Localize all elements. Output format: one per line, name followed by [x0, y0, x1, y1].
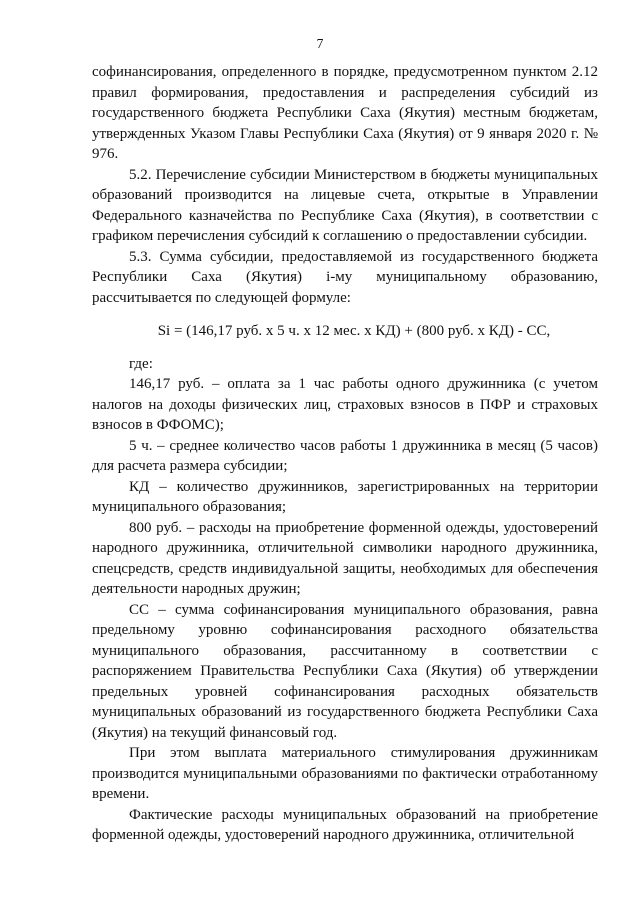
paragraph-5-3: 5.3. Сумма субсидии, предоставляемой из государственного бюджета Республики Саха (Якутия) i-му муниципальному образованию, рассчитывается по следующей формуле:: [92, 248, 598, 306]
subsidy-formula: Si = (146,17 руб. х 5 ч. х 12 мес. х КД) + (800 руб. х КД) - СС,: [157, 323, 551, 339]
definition-kd: КД – количество дружинников, зарегистрированных на территории муниципального образования;: [92, 478, 598, 515]
document-body: [92, 62, 598, 846]
paragraph-payment-note: При этом выплата материального стимулирования дружинникам производится муниципальными образованиями по фактически отработанному времени.: [92, 745, 598, 802]
paragraph-cofinancing-continuation: софинансирования, определенного в порядке, предусмотренном пунктом 2.12 правил формирования, предоставления и распределения субсидий из государственного бюджета Республики Саха (Якутия) местным бюджетам, утвержденных Указом Главы Республики Саха (Якутия) от 9 января 2020 г. № 976.: [92, 64, 598, 162]
paragraph-5-2: 5.2. Перечисление субсидии Министерством в бюджеты муниципальных образований производится на лицевые счета, открытые в Управлении Федерального казначейства по Республике Саха (Якутия), в соответствии с графиком перечисления субсидий к соглашению о предоставлении субсидии.: [92, 166, 598, 244]
page-number: 7: [316, 36, 324, 51]
paragraph-actual-expenses: Фактические расходы муниципальных образований на приобретение форменной одежды, удостоверений народного дружинника, отличительной: [92, 806, 598, 843]
definition-hourly-rate: 146,17 руб. – оплата за 1 час работы одного дружинника (с учетом налогов на доходы физических лиц, страховых взносов в ПФР и страховых взносов в ФФОМС);: [92, 376, 598, 433]
formula-where-label: где:: [129, 355, 153, 372]
definition-equipment-cost: 800 руб. – расходы на приобретение форменной одежды, удостоверений народного дружинника, отличительной символики народного дружинника, спецсредств, средств индивидуальной защиты, необходимых для обеспечения деятельности народных дружин;: [92, 519, 598, 597]
definition-hours: 5 ч. – среднее количество часов работы 1 дружинника в месяц (5 часов) для расчета размера субсидии;: [92, 437, 598, 474]
definition-cc: СС – сумма софинансирования муниципального образования, равна предельному уровню софинансирования расходного обязательства муниципального образования, рассчитанному в соответствии с распоряжением Правительства Республики Саха (Якутия) об утверждении предельных уровней софинансирования расходных обязательств муниципальных образований из государственного бюджета Республики Саха (Якутия) на текущий финансовый год.: [92, 601, 598, 741]
